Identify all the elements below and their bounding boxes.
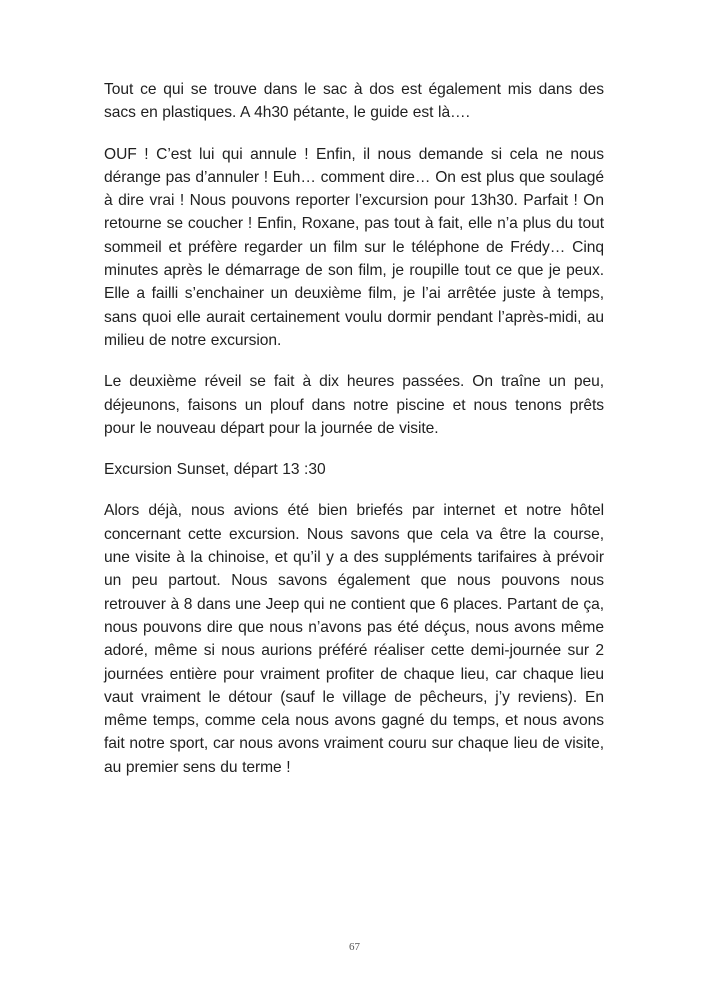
section-heading-excursion: Excursion Sunset, départ 13 :30 [104, 461, 326, 479]
paragraph-excursion: Alors déjà, nous avions été bien briefés par internet et notre hôtel concernant cette excursion. Nous savons que cela va être la course, une visite à la chinoise, et qu’il y a des suppléments tarifaires à prévoir un peu partout. Nous savons également que nous pouvons nous retrouver à 8 dans une Jeep qui ne contient que 6 places. Partant de ça, nous pouvons dire que nous n’avons pas été déçus, nous avons même adoré, même si nous aurions préféré réaliser cette demi-journée sur 2 journées entière pour vraiment profiter de chaque lieu, car chaque lieu vaut vraiment le détour (sauf le village de pêcheurs, j’y reviens). En même temps, comme cela nous avons gagné du temps, et nous avons fait notre sport, car nous avons vraiment couru sur chaque lieu de visite, au premier sens du terme ! [104, 502, 604, 776]
page-number: 67 [349, 941, 360, 953]
paragraph-second-wakeup: Le deuxième réveil se fait à dix heures passées. On traîne un peu, déjeunons, faisons un plouf dans notre piscine et nous tenons prêts pour le nouveau départ pour la journée de visite. [104, 373, 604, 437]
paragraph-ouf: OUF ! C’est lui qui annule ! Enfin, il nous demande si cela ne nous dérange pas d’annuler ! Euh… comment dire… On est plus que soulagé à dire vrai ! Nous pouvons reporter l’excursion pour 13h30. Parfait ! On retourne se coucher ! Enfin, Roxane, pas tout à fait, elle n’a plus du tout sommeil et préfère regarder un film sur le téléphone de Frédy… Cinq minutes après le démarrage de son film, je roupille tout ce que je peux. Elle a failli s’enchainer un deuxième film, je l’ai arrêtée juste à temps, sans quoi elle aurait certainement voulu dormir pendant l’après-midi, au milieu de notre excursion. [104, 145, 604, 349]
page-body [104, 78, 604, 797]
paragraph-bags: Tout ce qui se trouve dans le sac à dos est également mis dans des sacs en plastiques. A 4h30 pétante, le guide est là…. [104, 81, 604, 122]
